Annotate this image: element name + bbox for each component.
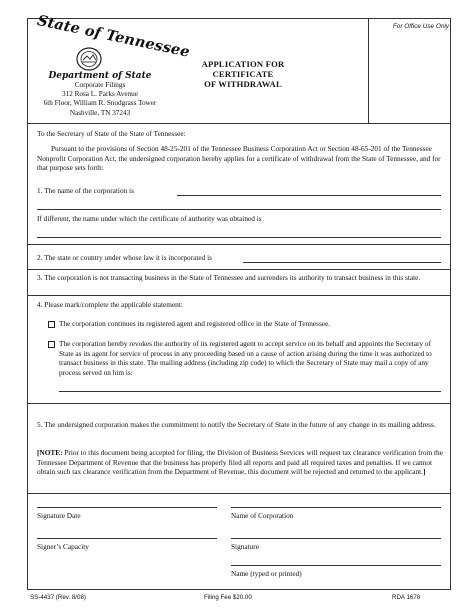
note-prefix: [NOTE:	[37, 448, 63, 457]
note-text: Prior to this document being accepted for filing, the Division of Business Services will request tax clearance verification from the Tennessee Department of Revenue that the business has properly filed all reports and paid all required taxes and penalties. If we cannot obtain such tax clearance verification from the Department of Revenue, this document will be rejected and returned to the applicant.	[37, 448, 443, 477]
form-title-line-1: APPLICATION FOR CERTIFICATE	[201, 59, 285, 79]
name-of-corporation-field[interactable]	[231, 507, 441, 508]
form-number: SS-4437 (Rev. 8/08)	[30, 594, 86, 601]
address-line: 6th Floor, William R. Snodgrass Tower	[43, 99, 157, 108]
section-divider	[28, 269, 450, 270]
item-4-label: 4. Please mark/complete the applicable statement:	[37, 300, 183, 309]
authority-name-field[interactable]	[37, 237, 441, 238]
printed-name-label: Name (typed or printed)	[231, 569, 302, 578]
note-suffix: ]	[422, 467, 426, 477]
corporation-name-field-line-2[interactable]	[37, 209, 441, 210]
form-header	[28, 11, 450, 123]
tennessee-seal-icon	[76, 47, 102, 71]
section-divider	[28, 403, 450, 404]
withdrawal-application-form	[27, 11, 451, 590]
item-1-label: 1. The name of the corporation is	[37, 186, 134, 195]
address-line: Nashville, TN 37243	[69, 108, 131, 117]
printed-name-field[interactable]	[231, 565, 441, 566]
option-b-text: The corporation hereby revokes the authority of its registered agent to accept service on its behalf and appoints the Secretary of State as its agent for service of process in any proceeding based on a cause of action arising during the time it was authorized to transact business in this state. The mailing address (including zip code) to which the Secretary of State may mail a copy of any process served on him is:	[59, 339, 432, 377]
item-5-text: 5. The undersigned corporation makes the commitment to notify the Secretary of State in the future of any change in its mailing address.	[37, 420, 436, 429]
rda-number: RDA 1678	[392, 594, 421, 601]
mailing-address	[32, 81, 168, 118]
signature-label: Signature	[231, 542, 259, 551]
name-of-corporation-label: Name of Corporation	[231, 511, 294, 520]
item-2-label: 2. The state or country under whose law it is incorporated is	[37, 253, 212, 262]
option-a-text: The corporation continues its registered agent and registered office in the State of Tennessee.	[59, 319, 331, 328]
form-title	[178, 59, 308, 89]
header-divider	[28, 123, 450, 124]
section-divider	[28, 244, 450, 245]
state-of-incorporation-field[interactable]	[243, 262, 441, 263]
signature-field[interactable]	[231, 538, 441, 539]
mailing-address-field[interactable]	[59, 391, 441, 392]
office-use-box	[368, 19, 452, 123]
signers-capacity-field[interactable]	[37, 538, 217, 539]
filing-fee: Filing Fee $20.00	[204, 594, 252, 601]
office-use-label: For Office Use Only	[392, 23, 449, 30]
form-title-line-2: OF WITHDRAWAL	[204, 79, 282, 89]
option-b-checkbox[interactable]	[48, 341, 55, 348]
section-divider	[28, 493, 450, 494]
department-logo-block	[32, 11, 192, 119]
corporation-name-field[interactable]	[177, 195, 441, 196]
signature-date-field[interactable]	[37, 507, 217, 508]
section-divider	[28, 295, 450, 296]
option-a-checkbox[interactable]	[48, 321, 55, 328]
item-3-text: 3. The corporation is not transacting business in the State of Tennessee and surrenders its authority to transact business in this state.	[37, 273, 421, 282]
department-of-state-label: Department of State	[48, 71, 152, 81]
state-of-tennessee-logo-text: State of Tennessee	[35, 11, 192, 61]
signature-date-label: Signature Date	[37, 511, 81, 520]
intro-paragraph: Pursuant to the provisions of Section 48-25-201 of the Tennessee Business Corporation Act or Section 48-65-201 of the Tennessee Nonprofit Corporation Act, the undersigned corporation hereby applies for a certificate of withdrawal from the State of Tennessee, and for that purpose sets forth:	[37, 144, 441, 173]
tax-clearance-note	[37, 448, 443, 477]
address-line: 312 Rosa L. Parks Avenue	[62, 90, 138, 99]
signers-capacity-label: Signer’s Capacity	[37, 542, 89, 551]
item-1-alt-label: If different, the name under which the certificate of authority was obtained is	[37, 214, 262, 223]
salutation: To the Secretary of State of the State of Tennessee:	[37, 129, 186, 138]
address-line: Corporate Filings	[74, 81, 126, 89]
